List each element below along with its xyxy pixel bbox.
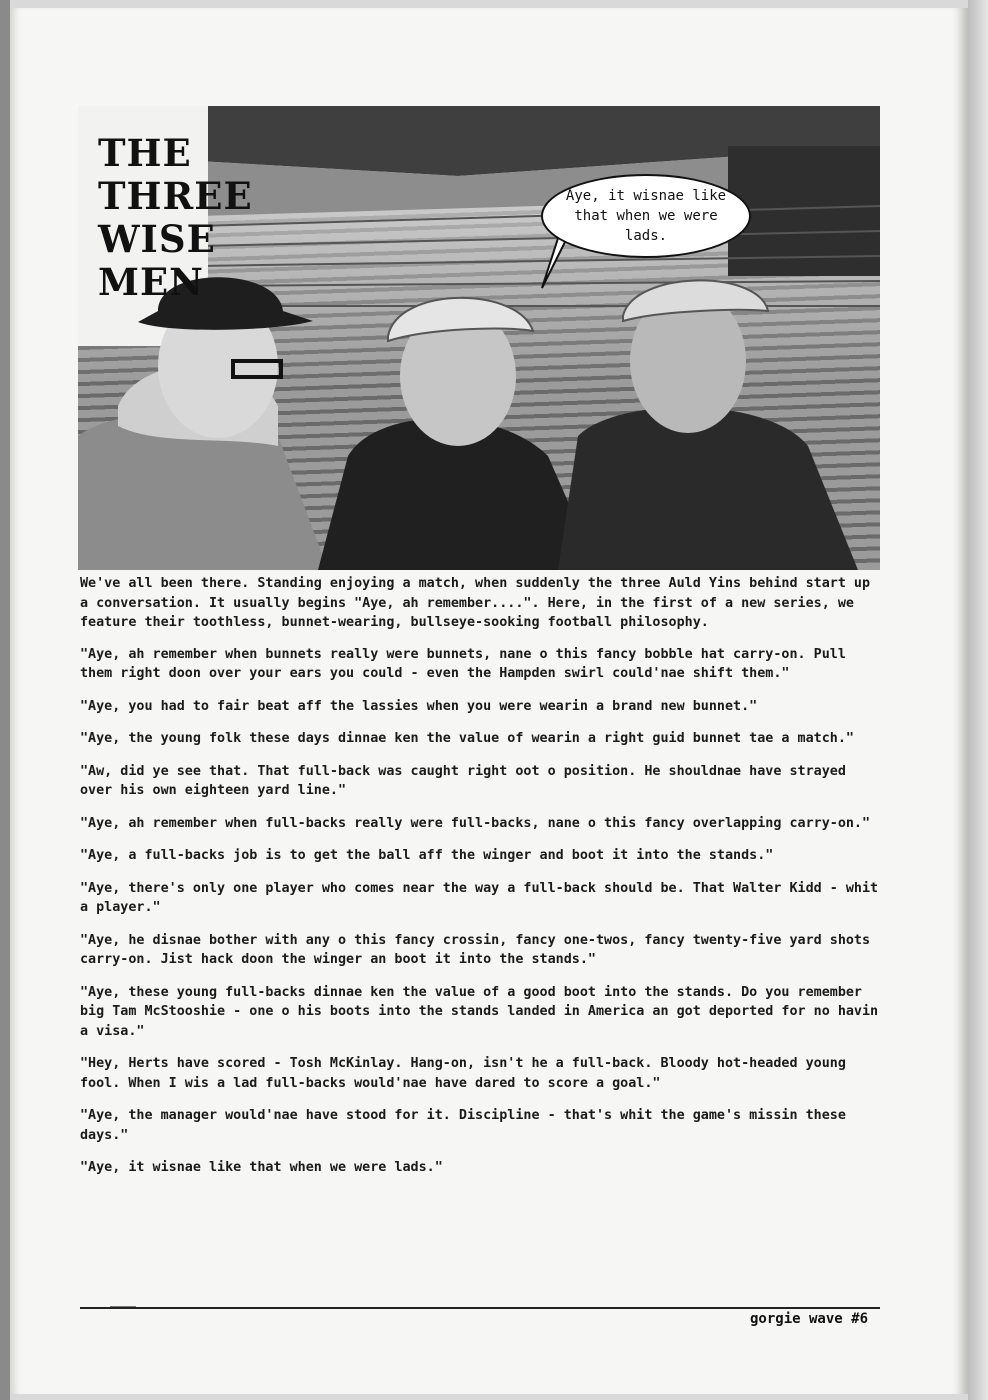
footer-rule [80,1307,880,1309]
publication-footer: gorgie wave #6 [750,1311,869,1327]
title-line: THE [98,131,192,175]
binding-edge [0,0,10,1400]
page-edge [968,0,988,1400]
speech-bubble [541,174,751,258]
intro-paragraph: We've all been there. Standing enjoying a match, when suddenly the three Auld Yins behind start up a conversation. It usually begins "Aye, ah remember....". Here, in the first of a new series, we feature their toothless, bunnet-wearing, bullseye-sooking football philosophy. [80,576,871,630]
quote-paragraph: "Aye, he disnae bother with any o this fancy crossin, fancy one-twos, fancy twenty-five yard shots carry-on. Jist hack doon the winger an boot it into the stands." [80,932,871,967]
speech-bubble-text: Aye, it wisnae like that when we were lads. [565,188,727,244]
quote-paragraph: "Aye, a full-backs job is to get the ball aff the winger and boot it into the stands." [80,848,774,863]
quote-paragraph: "Aw, did ye see that. That full-back was caught right oot o position. He shouldnae have strayed over his own eighteen yard line." [80,763,846,798]
title-line: THREE [98,174,253,218]
quote-paragraph: "Aye, ah remember when bunnets really were bunnets, nane o this fancy bobble hat carry-on. Pull them right doon over your ears you could - even the Hampden swirl could'nae shift them." [80,646,846,681]
article-title [98,132,253,304]
quote-paragraph: "Aye, it wisnae like that when we were lads." [80,1160,443,1175]
title-line: MEN [98,260,204,304]
quote-paragraph: "Aye, the manager would'nae have stood for it. Discipline - that's whit the game's missin these days." [80,1108,846,1143]
quote-paragraph: "Aye, there's only one player who comes near the way a full-back should be. That Walter Kidd - whit a player." [80,880,879,915]
article-body [80,574,880,1191]
quote-paragraph: "Aye, you had to fair beat aff the lassies when you were wearin a brand new bunnet." [80,698,758,714]
quote-paragraph: "Hey, Herts have scored - Tosh McKinlay. Hang-on, isn't he a full-back. Bloody hot-headed young fool. When I wis a lad full-backs would'nae have dared to score a goal." [80,1056,846,1091]
quote-paragraph: "Aye, ah remember when full-backs really were full-backs, nane o this fancy overlapping carry-on." [80,815,871,831]
title-line: WISE [98,217,216,261]
quote-paragraph: "Aye, the young folk these days dinnae ken the value of wearin a right guid bunnet tae a match." [80,731,854,746]
quote-paragraph: "Aye, these young full-backs dinnae ken the value of a good boot into the stands. Do you remember big Tam McStooshie - one o his boots into the stands landed in America an got deported for no havin a visa." [80,984,879,1039]
